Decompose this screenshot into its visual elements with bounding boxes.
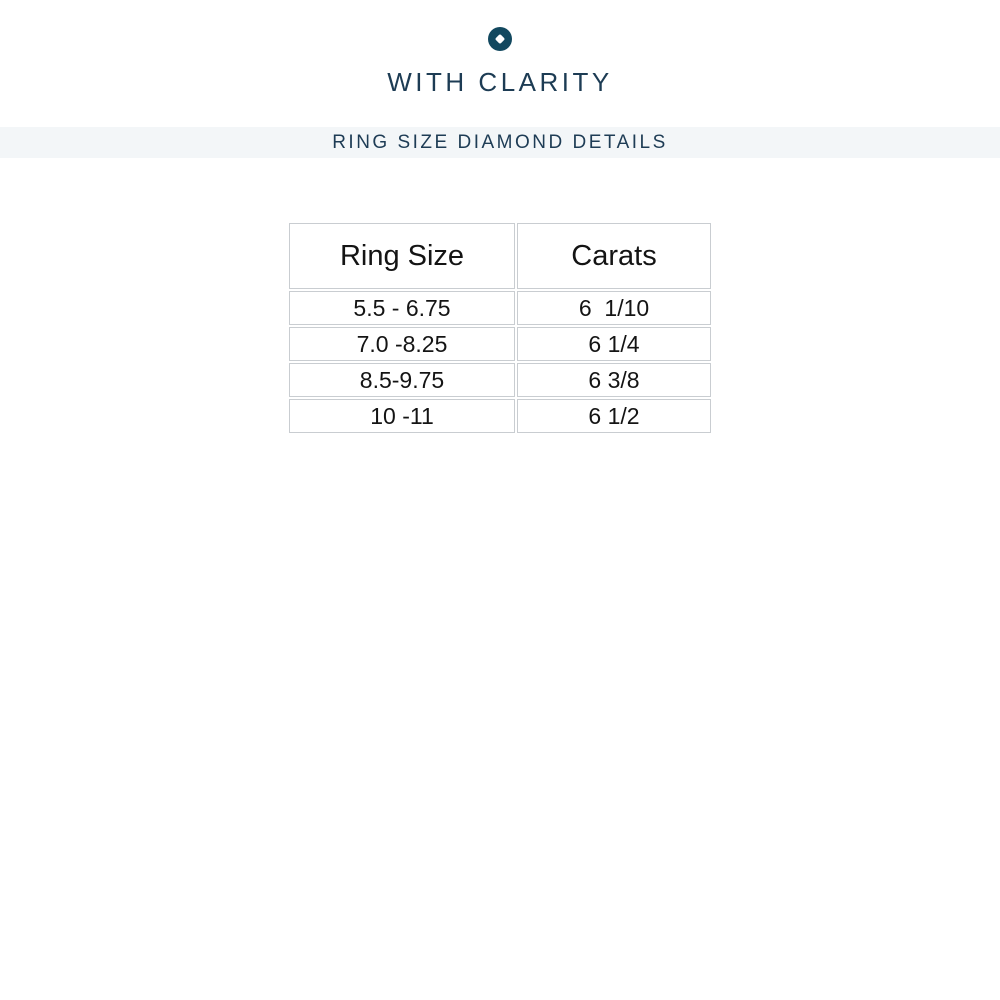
carats-cell: 6 1/2 bbox=[517, 399, 711, 433]
table-row bbox=[289, 327, 711, 361]
ring-size-cell: 7.0 -8.25 bbox=[289, 327, 515, 361]
ring-size-cell: 8.5-9.75 bbox=[289, 363, 515, 397]
banner-strip bbox=[0, 127, 1000, 158]
table-row bbox=[289, 399, 711, 433]
ring-size-cell: 10 -11 bbox=[289, 399, 515, 433]
ring-size-cell: 5.5 - 6.75 bbox=[289, 291, 515, 325]
brand-wordmark: WITH CLARITY bbox=[387, 67, 613, 97]
banner-title: RING SIZE DIAMOND DETAILS bbox=[332, 131, 668, 153]
diamond-in-circle-icon bbox=[488, 27, 512, 51]
table-row bbox=[289, 363, 711, 397]
ring-size-column-header: Ring Size bbox=[289, 223, 515, 289]
table-header-row bbox=[289, 223, 711, 289]
ring-size-table bbox=[287, 221, 713, 435]
carats-column-header: Carats bbox=[517, 223, 711, 289]
brand-header bbox=[0, 0, 1000, 95]
table-row bbox=[289, 291, 711, 325]
carats-cell: 6 1/10 bbox=[517, 291, 711, 325]
carats-cell: 6 3/8 bbox=[517, 363, 711, 397]
carats-cell: 6 1/4 bbox=[517, 327, 711, 361]
